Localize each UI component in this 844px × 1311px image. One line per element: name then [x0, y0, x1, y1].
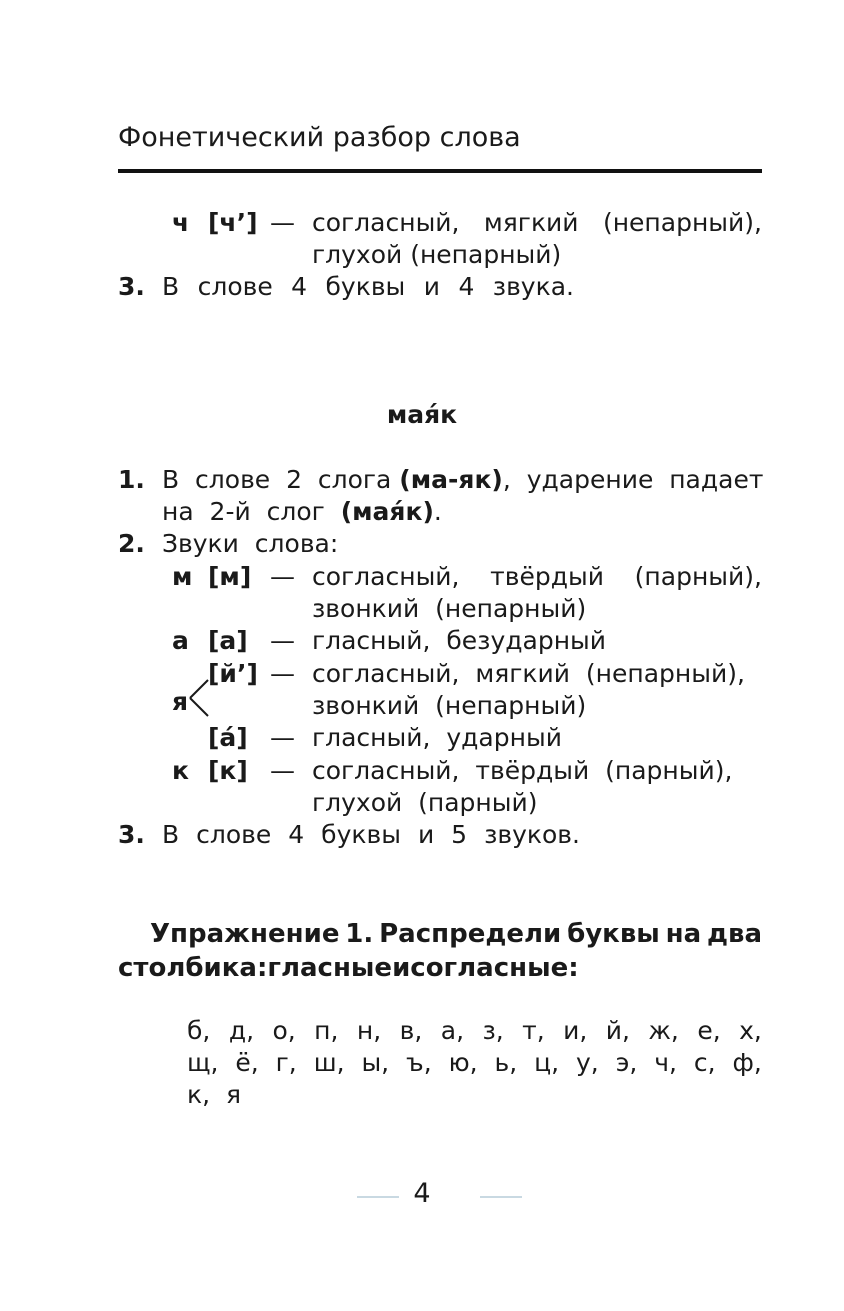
- dash: —: [270, 562, 295, 591]
- sound-description: гласный, безударный: [312, 626, 607, 655]
- branch-icon: [188, 676, 210, 720]
- letter-ch: ч: [172, 208, 190, 237]
- sound-description-cont: глухой (непарный): [312, 240, 562, 269]
- dash: —: [270, 723, 295, 752]
- sound-description: согласный, мягкий (непарный),: [312, 659, 745, 688]
- letter-ya: я: [172, 687, 189, 716]
- letter-a: а: [172, 626, 189, 655]
- sound-j: [й’]: [208, 659, 258, 688]
- summary-line: В слове 4 буквы и 5 звуков.: [162, 820, 580, 849]
- letters-row: б, д, о, п, н, в, а, з, т, и, й, ж, е, х,: [187, 1016, 762, 1045]
- sound-ch: [ч’]: [208, 208, 258, 237]
- sound-description-cont: звонкий (непарный): [312, 691, 587, 720]
- letters-row: к, я: [187, 1080, 241, 1109]
- sounds-heading: Звуки слова:: [162, 529, 339, 558]
- sound-description-cont: звонкий (непарный): [312, 594, 587, 623]
- dash: —: [270, 659, 295, 688]
- letters-list: [187, 1015, 762, 1111]
- sound-description: согласный, твёрдый (парный),: [312, 562, 762, 591]
- running-header: Фонетический разбор слова: [118, 122, 521, 153]
- item-number: 2.: [118, 529, 145, 558]
- page-footer: [0, 1178, 844, 1218]
- item-number: 1.: [118, 465, 145, 494]
- item-number: 3.: [118, 820, 145, 849]
- sound-description: согласный, мягкий (непарный),: [312, 208, 762, 237]
- item-number: 3.: [118, 272, 145, 301]
- letters-row: щ, ё, г, ш, ы, ъ, ю, ь, ц, у, э, ч, с, ф,: [187, 1048, 762, 1077]
- stress-line: на 2-й слог (мая́к).: [162, 497, 442, 526]
- sound-description-cont: глухой (парный): [312, 788, 538, 817]
- sound-description: гласный, ударный: [312, 723, 562, 752]
- sound-k: [к]: [208, 756, 248, 785]
- page-number: 4: [413, 1178, 431, 1209]
- dash: —: [270, 208, 295, 237]
- header-rule: [118, 169, 762, 173]
- summary-line: В слове 4 буквы и 4 звука.: [162, 272, 574, 301]
- sound-m: [м]: [208, 562, 252, 591]
- exercise-heading: Упражнение 1. Распредели буквы на два столбика: гласные и согласные:: [118, 919, 762, 983]
- sound-a: [а]: [208, 626, 248, 655]
- letter-m: м: [172, 562, 193, 591]
- syllable-line: В слове 2 слога (ма-як), ударение падает: [162, 465, 764, 494]
- dash: —: [270, 756, 295, 785]
- letter-k: к: [172, 756, 189, 785]
- entry-title: мая́к: [386, 400, 458, 429]
- dash: —: [270, 626, 295, 655]
- sound-description: согласный, твёрдый (парный),: [312, 756, 733, 785]
- sound-a-stressed: [а́]: [208, 723, 248, 752]
